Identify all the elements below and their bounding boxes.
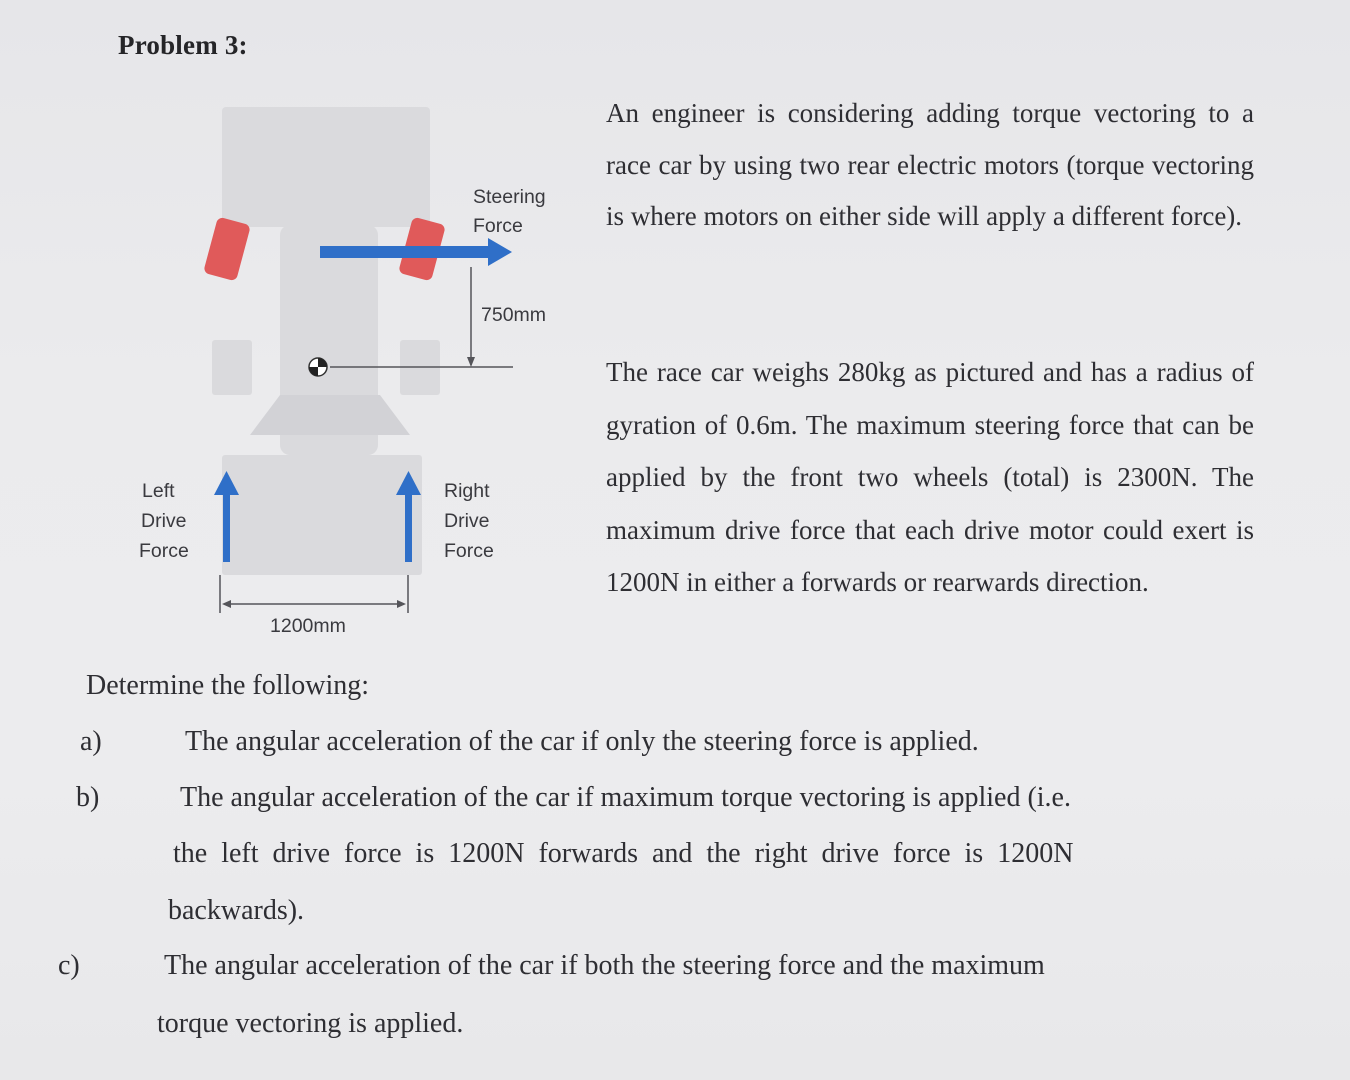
question-b-letter: b) bbox=[76, 782, 100, 813]
problem-title: Problem 3: bbox=[118, 30, 248, 60]
question-a-letter: a) bbox=[80, 726, 102, 757]
question-b-text-1: The angular acceleration of the car if maximum torque vectoring is applied (i.e. bbox=[180, 782, 1071, 813]
specs-paragraph bbox=[606, 346, 1254, 609]
question-b-text-2: the left drive force is 1200N forwards and the right drive force is 1200N bbox=[173, 838, 1074, 869]
dimension-750-label: 750mm bbox=[481, 304, 547, 326]
question-a-text: The angular acceleration of the car if only the steering force is applied. bbox=[185, 726, 979, 757]
question-c-text-2: torque vectoring is applied. bbox=[157, 1008, 464, 1039]
right-label-line1: Right bbox=[444, 480, 490, 502]
intro-text: An engineer is considering adding torque vectoring to a race car by using two rear electric motors (torque vectoring is where motors on either side will apply a different force). bbox=[606, 98, 1254, 231]
steering-label-line2: Force bbox=[473, 215, 523, 237]
question-c-letter: c) bbox=[58, 950, 80, 981]
dimension-1200 bbox=[220, 575, 408, 613]
left-label-line2: Drive bbox=[141, 510, 187, 532]
question-c-text-1: The angular acceleration of the car if both the steering force and the maximum bbox=[164, 950, 1045, 981]
left-label-line3: Force bbox=[139, 540, 189, 562]
center-of-mass-icon bbox=[309, 358, 327, 376]
question-b-text-3: backwards). bbox=[168, 895, 305, 926]
determine-heading: Determine the following: bbox=[86, 670, 370, 701]
race-car-diagram bbox=[130, 95, 590, 655]
right-label-line2: Drive bbox=[444, 510, 490, 532]
steering-label-line1: Steering bbox=[473, 186, 546, 208]
intro-paragraph bbox=[606, 88, 1254, 243]
right-label-line3: Force bbox=[444, 540, 494, 562]
left-label-line1: Left bbox=[142, 480, 175, 502]
front-left-wheel bbox=[203, 217, 251, 282]
dimension-1200-label: 1200mm bbox=[270, 615, 346, 637]
specs-text: The race car weighs 280kg as pictured and has a radius of gyration of 0.6m. The maximum steering force that can be applied by the front two wheels (total) is 2300N. The maximum drive force that each drive motor could exert is 1200N in either a forwards or rearwards direction. bbox=[606, 357, 1254, 597]
